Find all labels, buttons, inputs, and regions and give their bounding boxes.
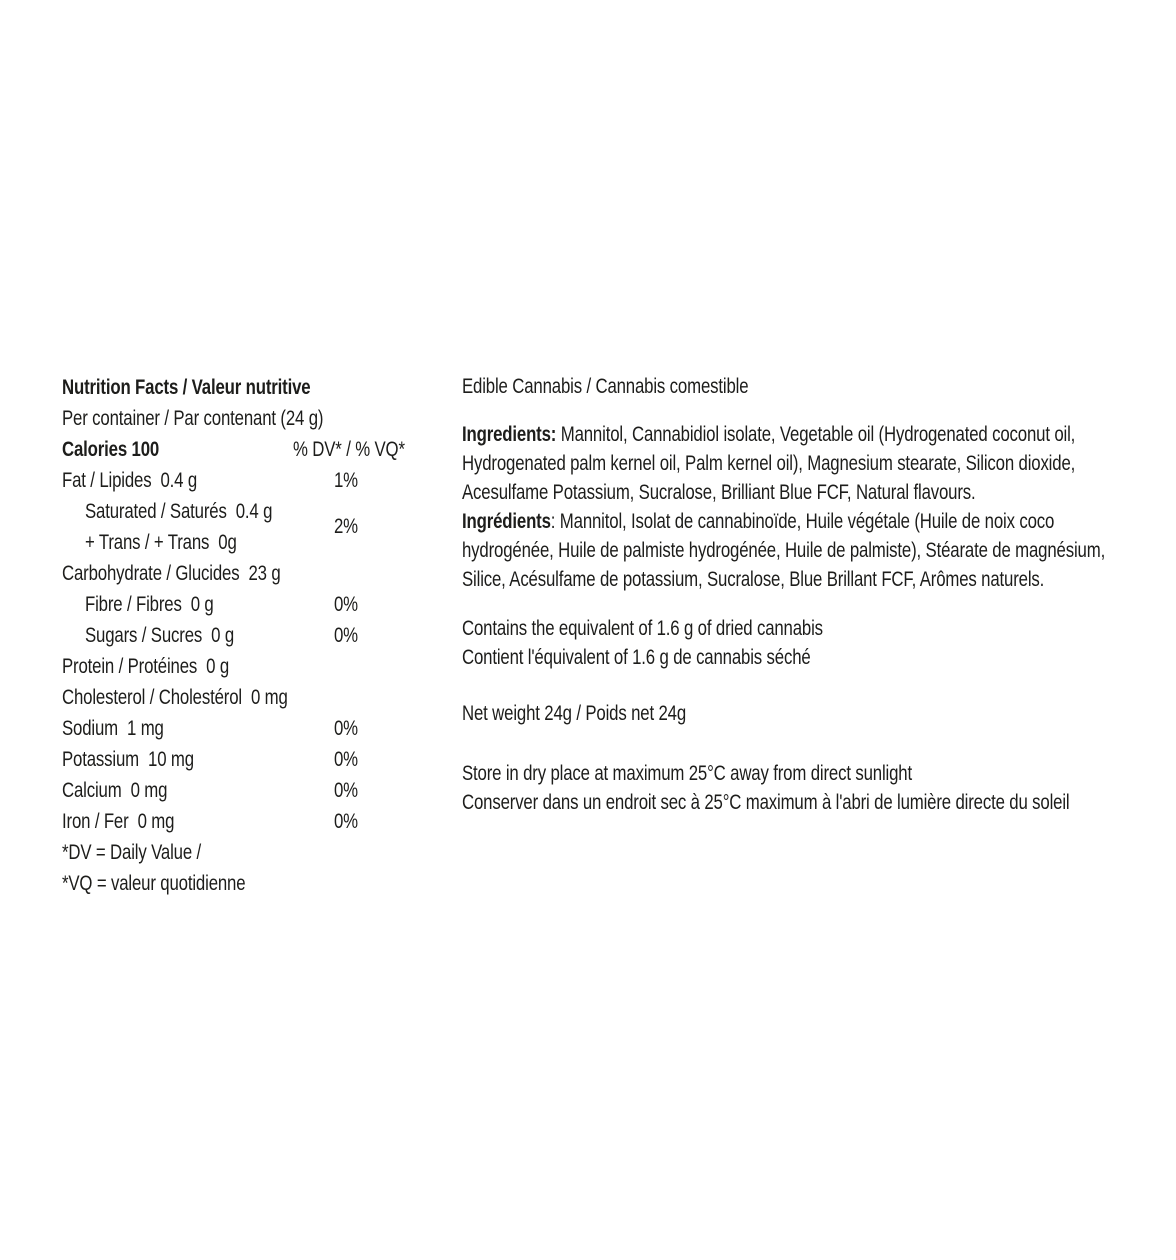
nutrient-pct: 1% [334,469,358,492]
nutrient-row-sodium [62,713,442,744]
nutrient-row-fibre [62,589,442,620]
product-info-panel [462,372,1142,817]
ingredients-fr-line2: hydrogénée, Huile de palmiste hydrogénée, Huile de palmiste), Stéarate de magnésium, [462,539,1106,562]
nutrient-pct: 0% [334,717,358,740]
equivalency-en: Contains the equivalent of 1.6 g of dried cannabis [462,617,823,640]
storage-block [462,759,1142,817]
footnote-dv-row [62,837,442,868]
ingredients-fr-label: Ingrédients [462,510,551,533]
nutrient-label: Sugars / Sucres 0 g [85,624,235,647]
per-container-row [62,403,442,434]
nutrient-pct: 0% [334,810,358,833]
nutrient-label: Fibre / Fibres 0 g [85,593,214,616]
storage-fr: Conserver dans un endroit sec à 25°C maximum à l'abri de lumière directe du soleil [462,791,1070,814]
storage-en: Store in dry place at maximum 25°C away from direct sunlight [462,762,912,785]
nutrient-row-protein [62,651,442,682]
nutrient-label: Fat / Lipides 0.4 g [62,469,198,492]
nutrient-pct: 0% [334,624,358,647]
nutrient-label: Sodium 1 mg [62,717,164,740]
nutrient-label: Calcium 0 mg [62,779,168,802]
nutrient-label-saturated: Saturated / Saturés 0.4 g [85,500,273,523]
nutrition-facts-panel [62,372,442,899]
nutrient-label: Protein / Protéines 0 g [62,655,230,678]
nutrient-pct: 2% [334,515,358,538]
nutrition-title: Nutrition Facts / Valeur nutritive [62,376,311,399]
product-heading: Edible Cannabis / Cannabis comestible [462,375,749,398]
ingredients-en-line3: Acesulfame Potassium, Sucralose, Brilliant Blue FCF, Natural flavours. [462,481,976,504]
nutrition-title-row [62,372,442,403]
footnote-vq-row [62,868,442,899]
nutrient-label: Potassium 10 mg [62,748,194,771]
ingredients-en-label: Ingredients: [462,423,557,446]
ingredients-fr-line1: Ingrédients: Mannitol, Isolat de cannabinoïde, Huile végétale (Huile de noix coco [462,510,1055,533]
nutrient-label: Carbohydrate / Glucides 23 g [62,562,281,585]
calories-value: Calories 100 [62,438,160,461]
nutrient-row-carbohydrate [62,558,442,589]
per-container-text: Per container / Par contenant (24 g) [62,407,324,430]
net-weight: Net weight 24g / Poids net 24g [462,702,687,725]
nutrient-label-trans: + Trans / + Trans 0g [85,531,237,554]
equivalency-block [462,614,1142,672]
nutrient-row-saturated-trans [62,496,442,558]
nutrient-label: Cholesterol / Cholestérol 0 mg [62,686,288,709]
daily-value-header: % DV* / % VQ* [293,438,405,461]
nutrient-row-fat [62,465,442,496]
nutrient-row-sugars [62,620,442,651]
calories-row [62,434,442,465]
nutrient-pct: 0% [334,593,358,616]
footnote-dv: *DV = Daily Value / [62,841,202,864]
footnote-vq: *VQ = valeur quotidienne [62,872,246,895]
ingredients-en-line2: Hydrogenated palm kernel oil, Palm kernel oil), Magnesium stearate, Silicon dioxide, [462,452,1076,475]
ingredients-fr-line3: Silice, Acésulfame de potassium, Sucralose, Blue Brillant FCF, Arômes naturels. [462,568,1045,591]
nutrient-pct: 0% [334,748,358,771]
ingredients-en-line1: Ingredients: Mannitol, Cannabidiol isolate, Vegetable oil (Hydrogenated coconut oil, [462,423,1076,446]
equivalency-fr: Contient l'équivalent of 1.6 g de cannabis séché [462,646,811,669]
nutrient-pct: 0% [334,779,358,802]
nutrient-row-potassium [62,744,442,775]
nutrient-row-cholesterol [62,682,442,713]
nutrient-label: Iron / Fer 0 mg [62,810,175,833]
ingredients-block [462,420,1142,594]
nutrient-row-iron [62,806,442,837]
nutrient-row-calcium [62,775,442,806]
